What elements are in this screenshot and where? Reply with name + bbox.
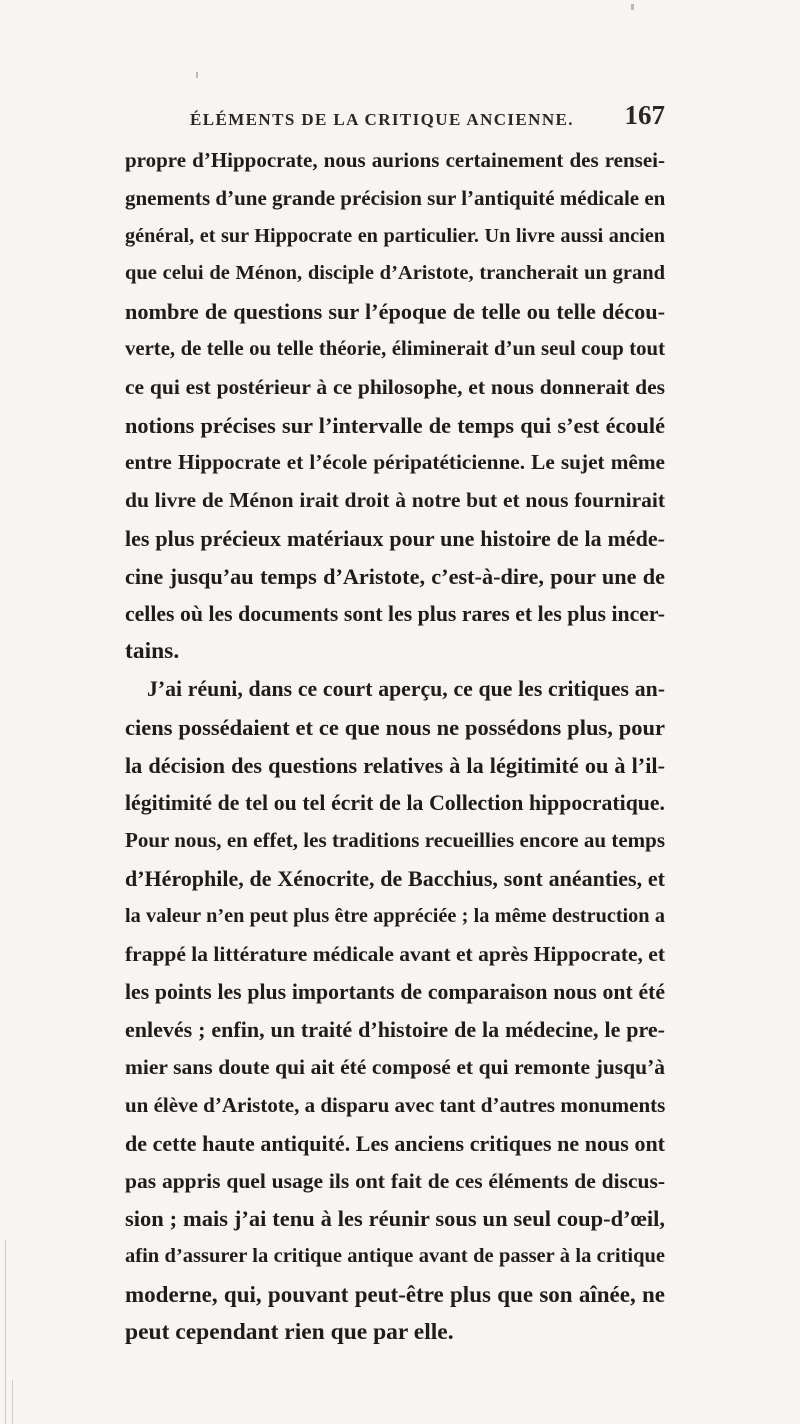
text-line: propre d’Hippocrate, nous aurions certainement des rensei- (125, 148, 665, 172)
text-line: celles où les documents sont les plus rares et les plus incer- (125, 601, 665, 626)
text-line: que celui de Ménon, disciple d’Aristote, trancherait un grand (125, 262, 665, 285)
text-line: la valeur n’en peut plus être appréciée ; la même destruction a (125, 904, 665, 927)
text-line: du livre de Ménon irait droit à notre but et nous fournirait (125, 488, 665, 513)
text-line: tains. (125, 638, 180, 665)
text-line: pas appris quel usage ils ont fait de ces éléments de discus- (125, 1168, 665, 1193)
text-line: J’ai réuni, dans ce court aperçu, ce que les critiques an- (147, 677, 665, 702)
text-line: d’Hérophile, de Xénocrite, de Bacchius, sont anéanties, et (125, 866, 665, 892)
text-line: afin d’assurer la critique antique avant de passer à la critique (125, 1245, 665, 1268)
text-line: moderne, qui, pouvant peut-être plus que son aînée, ne (125, 1281, 665, 1307)
text-line: sion ; mais j’ai tenu à les réunir sous un seul coup-d’œil, (125, 1206, 665, 1232)
text-line: un élève d’Aristote, a disparu avec tant d’autres monuments (125, 1092, 666, 1117)
text-line: cine jusqu’au temps d’Aristote, c’est-à-dire, pour une de (125, 563, 665, 589)
text-line: mier sans doute qui ait été composé et qui remonte jusqu’à (125, 1055, 665, 1080)
text-line: frappé la littérature médicale avant et après Hippocrate, et (125, 941, 665, 966)
text-line: peut cependant rien que par elle. (125, 1318, 454, 1345)
text-line: légitimité de tel ou tel écrit de la Collection hippocratique. (125, 790, 665, 815)
paragraph-1 (125, 142, 665, 671)
text-line: les plus précieux matériaux pour une histoire de la méde- (125, 525, 665, 551)
text-line: nombre de questions sur l’époque de telle ou telle décou- (125, 299, 665, 325)
text-line: ce qui est postérieur à ce philosophe, et nous donnerait des (125, 374, 665, 399)
text-line: notions précises sur l’intervalle de temps qui s’est écoulé (125, 412, 665, 438)
body-text (125, 142, 665, 1352)
text-line: verte, de telle ou telle théorie, éliminerait d’un seul coup tout (125, 337, 665, 360)
text-line: ciens possédaient et ce que nous ne possédons plus, pour (125, 714, 665, 740)
text-line: les points les plus importants de comparaison nous ont été (125, 979, 665, 1004)
paper-speck (196, 72, 198, 78)
page-number: 167 (624, 100, 665, 130)
page-edge-line (5, 1240, 6, 1424)
text-line: général, et sur Hippocrate en particulier. Un livre aussi ancien (125, 224, 665, 247)
running-head (190, 100, 665, 140)
paragraph-2 (125, 671, 665, 1351)
text-line: Pour nous, en effet, les traditions recueillies encore au temps (125, 828, 665, 853)
paper-speck (631, 4, 634, 10)
text-line: gnements d’une grande précision sur l’antiquité médicale en (125, 185, 666, 210)
text-line: la décision des questions relatives à la légitimité ou à l’il- (125, 752, 665, 778)
page-edge-line (12, 1380, 13, 1424)
text-line: entre Hippocrate et l’école péripatéticienne. Le sujet même (125, 450, 665, 475)
text-line: enlevés ; enfin, un traité d’histoire de la médecine, le pre- (125, 1017, 665, 1043)
running-title: ÉLÉMENTS DE LA CRITIQUE ANCIENNE. (190, 110, 574, 129)
text-line: de cette haute antiquité. Les anciens critiques ne nous ont (125, 1130, 665, 1156)
